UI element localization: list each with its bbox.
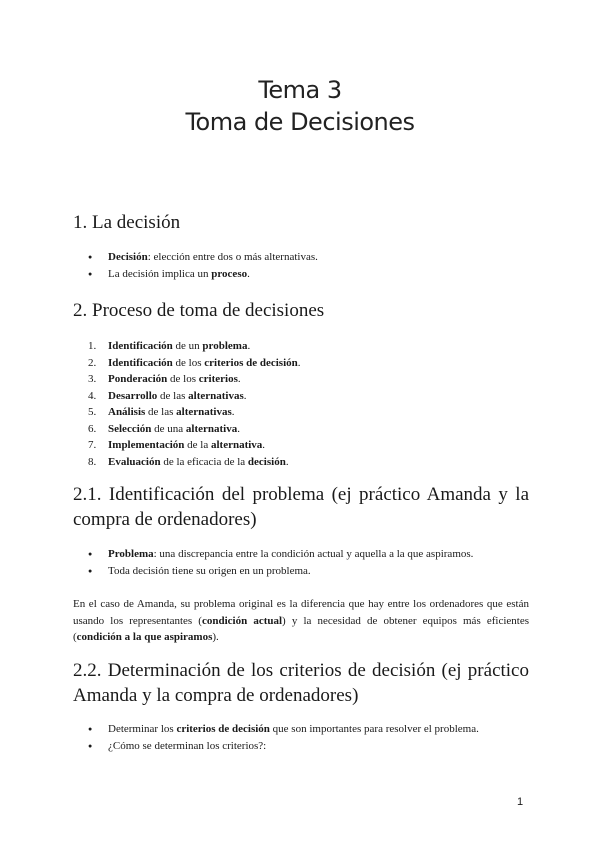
list-item: 8. Evaluación de la eficacia de la decisión.: [88, 455, 289, 468]
list-item: ● Toda decisión tiene su origen en un problema.: [88, 563, 473, 580]
section-2-2-list: [88, 721, 479, 754]
page-number: 1: [517, 796, 524, 808]
list-item: 3. Ponderación de los criterios.: [88, 373, 241, 385]
section-1-heading: 1. La decisión: [73, 212, 181, 233]
amanda-example-paragraph: En el caso de Amanda, su problema original es la diferencia que hay entre los ordenadores que están usando los representantes (condición actual) y la necesidad de obtener equipos más eficientes (condición a la que aspiramos).: [73, 598, 529, 643]
list-item: 5. Análisis de las alternativas.: [88, 406, 235, 418]
list-item: 1. Identificación de un problema.: [88, 340, 251, 352]
doc-title-line2: Toma de Decisiones: [185, 108, 415, 136]
list-item: ● ¿Cómo se determinan los criterios?:: [88, 738, 479, 755]
doc-title-line1: Tema 3: [258, 76, 342, 104]
list-item: ● Decisión: elección entre dos o más alternativas.: [88, 249, 318, 266]
section-2-1-list: [88, 546, 473, 579]
list-item: ● Determinar los criterios de decisión que son importantes para resolver el problema.: [88, 721, 479, 738]
list-item: ● Problema: una discrepancia entre la condición actual y aquella a la que aspiramos.: [88, 546, 473, 563]
section-2-2-heading: 2.2. Determinación de los criterios de decisión (ej práctico Amanda y la compra de ordenadores): [73, 660, 529, 706]
list-item: ● La decisión implica un proceso.: [88, 266, 318, 283]
section-2-steps-list: [88, 338, 301, 470]
section-1-list: [88, 249, 318, 282]
section-2-1-heading: 2.1. Identificación del problema (ej práctico Amanda y la compra de ordenadores): [73, 484, 529, 530]
list-item: 4. Desarrollo de las alternativas.: [88, 389, 247, 402]
list-item: 2. Identificación de los criterios de decisión.: [88, 356, 301, 369]
list-item: 6. Selección de una alternativa.: [88, 422, 240, 435]
list-item: 7. Implementación de la alternativa.: [88, 439, 266, 451]
section-2-heading: 2. Proceso de toma de decisiones: [73, 300, 325, 321]
